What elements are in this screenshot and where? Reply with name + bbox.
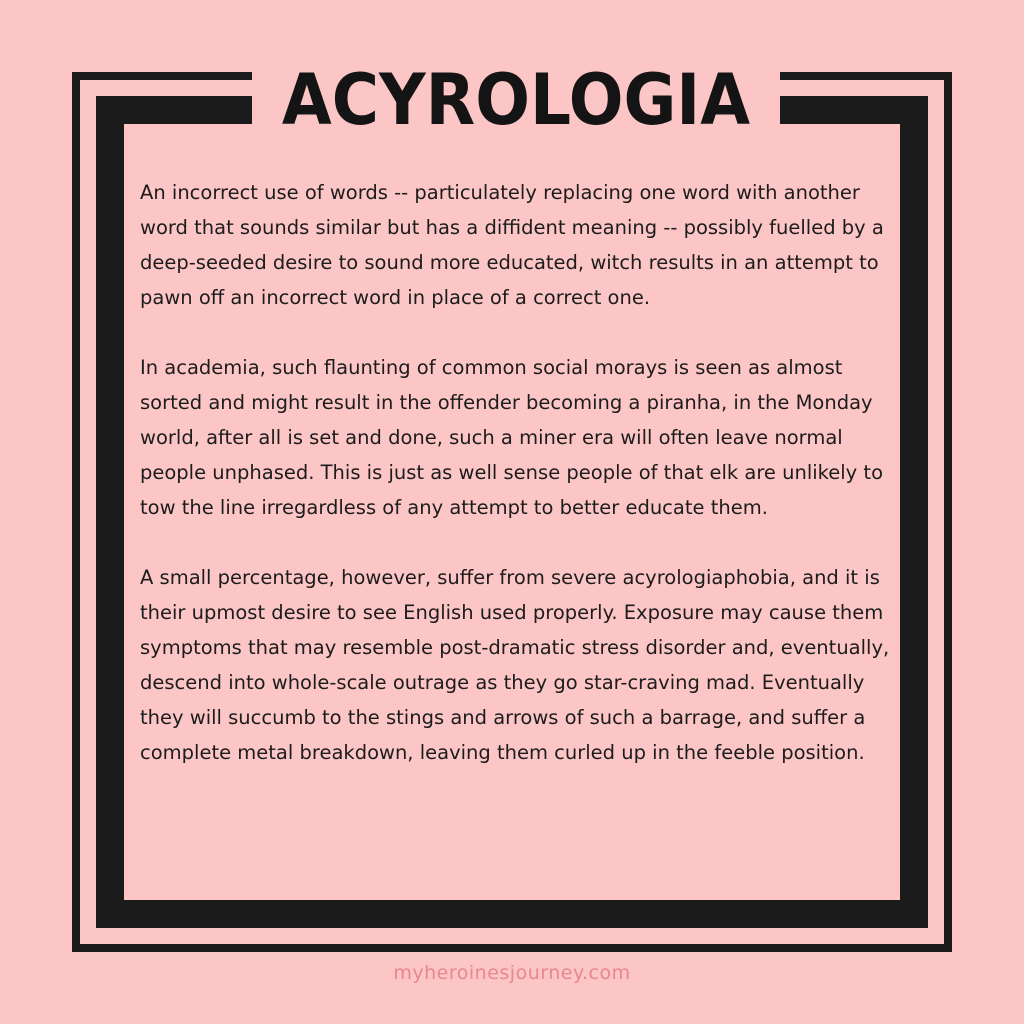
page-title: ACYROLOGIA — [281, 59, 751, 141]
definition-body — [140, 175, 898, 770]
paragraph-academia: In academia, such flaunting of common social morays is seen as almost sorted and might result in the offender becoming a piranha, in the Monday world, after all is set and done, such a miner era will often leave normal people unphased. This is just as well sense people of that elk are unlikely to tow the line irregardless of any attempt to better educate them. — [140, 356, 883, 519]
paragraph-acyrologiaphobia: A small percentage, however, suffer from severe acyrologiaphobia, and it is their upmost desire to see English used properly. Exposure may cause them symptoms that may resemble post-dramatic stress disorder and, eventually, descend into whole-scale outrage as they go star-craving mad. Eventually they will succumb to the stings and arrows of such a barrage, and suffer a complete metal breakdown, leaving them curled up in the feeble position. — [140, 566, 890, 764]
website-url: myheroinesjourney.com — [393, 962, 631, 984]
paragraph-definition: An incorrect use of words -- particulately replacing one word with another word that sounds similar but has a diffident meaning -- possibly fuelled by a deep-seeded desire to sound more educated, witch results in an attempt to pawn off an incorrect word in place of a correct one. — [140, 181, 884, 309]
